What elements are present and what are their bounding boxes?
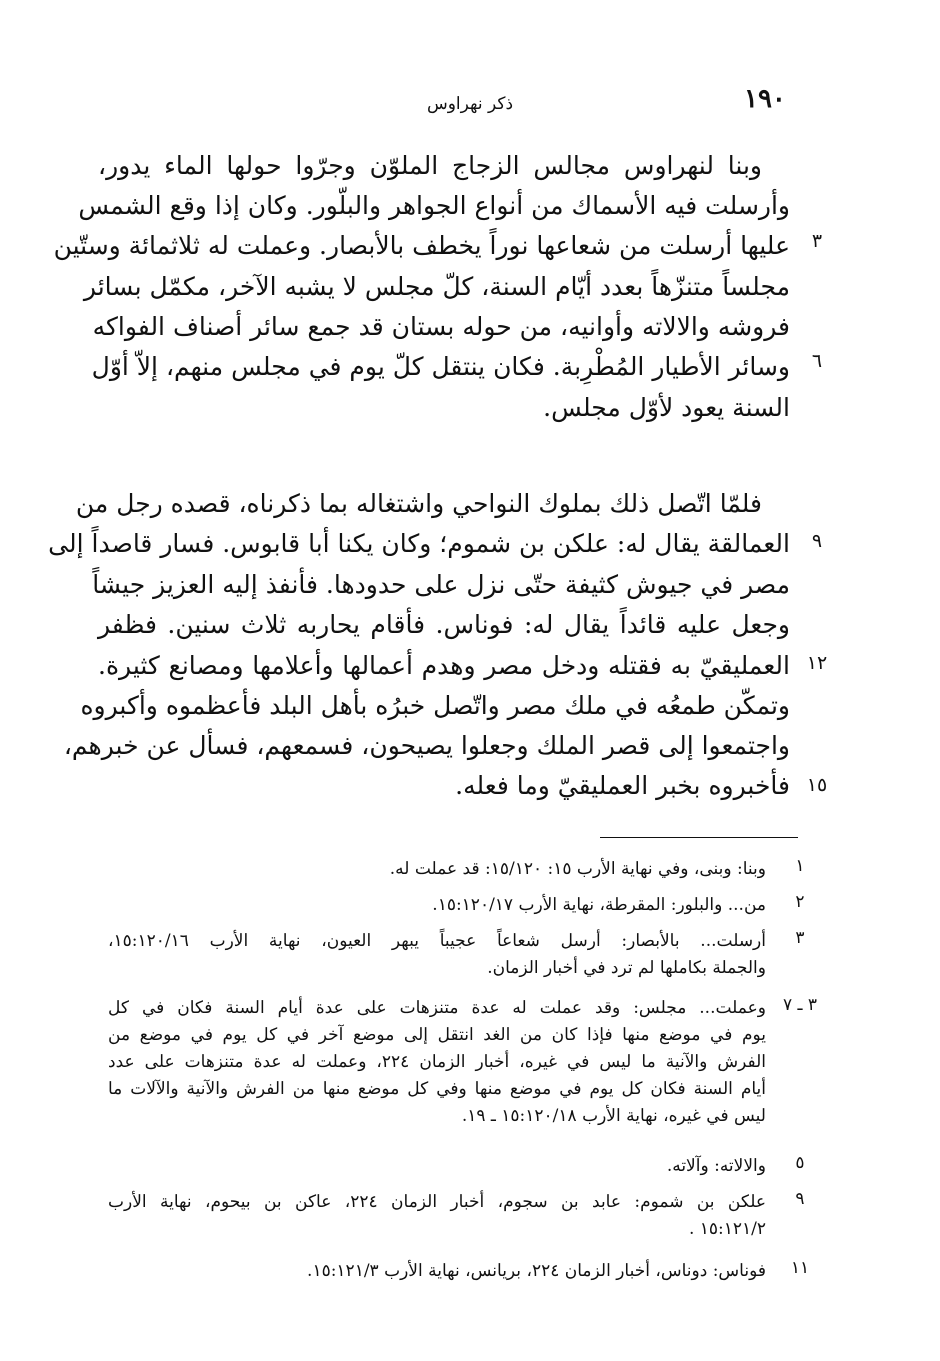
footnote-line: يوم في موضع منها فإذا كان من الغد انتقل إلى موضع آخر في كل يوم في موضع من: [108, 1025, 766, 1045]
footnote-line: الفرش والآنية ما ليس في غيره، أخبار الزمان ٢٢٤، وعملت له عدة متنزهات على عدد: [108, 1052, 766, 1072]
text-line: وسائر الأطيار المُطْرِبة. فكان ينتقل كلّ يوم في مجلس منهم، إلاّ أوّل: [91, 352, 790, 381]
text-line: وجعل عليه قائداً يقال له: فوناس. فأقام يحاربه ثلاث سنين. فظفر: [98, 610, 790, 639]
text-line: مجلساً متنزّهاً بعدد أيّام السنة، كلّ مجلس لا يشبه الآخر، مكمّل بسائر: [83, 272, 790, 301]
text-line: العمليقيّ به فقتله ودخل مصر وهدم أعمالها وأعلامها ومصانع كثيرة.: [98, 651, 790, 680]
footnote-line: أيام السنة فكان كل يوم في موضع منها وفي كل موضع منها من الفرش والآنية والآلات ما: [108, 1079, 766, 1099]
footnote-line: فوناس: دوناس، أخبار الزمان ٢٢٤، بريانس، نهاية الأرب ١٥:١٢١/٣.: [307, 1261, 766, 1281]
footnote-line: وعملت... مجلس: وقد عملت له عدة متنزهات على عدة أيام السنة فكان في كل: [108, 998, 766, 1018]
footnote-line: وبنا: وبنى، وفي نهاية الأرب ١٥: ١٥/١٢٠: قد عملت له.: [389, 859, 766, 879]
margin-line-number: ٦: [811, 350, 823, 372]
footnote: [108, 995, 766, 1130]
footnote-line: من... والبلور: المقرطة، نهاية الأرب ١٥:١٢٠/١٧.: [432, 895, 766, 915]
margin-line-number: ٣: [811, 230, 823, 252]
footnote: [108, 1189, 766, 1243]
footnote-line: والجملة بكاملها لم ترد في أخبار الزمان.: [487, 958, 766, 978]
text-line: مصر في جيوش كثيفة حتّى نزل على حدودها. فأنفذ إليه العزيز جيشاً: [92, 570, 790, 599]
text-line: فلمّا اتّصل ذلك بملوك النواحي واشتغاله بما ذكرناه، قصده رجل من: [75, 489, 762, 518]
footnote-ref: ٥: [795, 1153, 805, 1173]
footnote-ref: ٩: [795, 1189, 805, 1209]
footnote: [108, 892, 766, 919]
footnote-line: أرسلت... بالأبصار: أرسل شعاعاً عجيباً يبهر العيون، نهاية الأرب ١٥:١٢٠/١٦،: [108, 931, 766, 951]
footnote-ref: ١١: [790, 1258, 810, 1278]
footnote-ref: ١: [795, 856, 805, 876]
footnote-ref: ٢: [795, 892, 805, 912]
text-line: عليها أرسلت من شعاعها نوراً يخطف بالأبصار. وعملت له ثلاثمائة وستّين: [53, 231, 790, 260]
text-line: وأرسلت فيه الأسماك من أنواع الجواهر والبلّور. وكان إذا وقع الشمس: [78, 191, 790, 220]
footnote: [108, 928, 766, 982]
text-line: العمالقة يقال له: علكن بن شموم؛ وكان يكنا أبا قابوس. فسار قاصداً إلى: [48, 529, 790, 558]
footnote: [108, 1258, 766, 1285]
text-line: واجتمعوا إلى قصر الملك وجعلوا يصيحون، فسمعهم، فسأل عن خبرهم،: [63, 731, 790, 760]
margin-line-number: ٩: [811, 530, 823, 552]
running-head: ذكر نهراوس: [426, 94, 514, 114]
text-line: وتمكّن طمعُه في ملك مصر واتّصل خبرُه بأهل البلد فأعظموه وأكبروه: [80, 691, 790, 720]
margin-line-number: ١٥: [806, 774, 828, 796]
text-line: وبنا لنهراوس مجالس الزجاج الملوّن وجرّوا حولها الماء يدور،: [98, 151, 762, 180]
footnote-line: علكن بن شموم: عابد بن سجوم، أخبار الزمان ٢٢٤، عاكن بن بيحوم، نهاية الأرب: [108, 1192, 767, 1212]
text-line: فروشه والالاته وأوانيه، من حوله بستان قد جمع سائر أصناف الفواكه: [92, 312, 790, 341]
footnote-line: ١٥:١٢١/٢ .: [688, 1219, 766, 1239]
footnote-ref: ٣: [795, 928, 805, 948]
footnote: [108, 856, 766, 883]
page-number: ١٩٠: [744, 84, 786, 114]
footnote: [108, 1153, 766, 1180]
margin-line-number: ١٢: [806, 652, 828, 674]
footnote-line: والالاته: وآلاته.: [666, 1156, 766, 1176]
text-line: السنة يعود لأوّل مجلس.: [543, 393, 790, 422]
footnote-line: ليس في غيره، نهاية الأرب ١٥:١٢٠/١٨ ـ ١٩.: [461, 1106, 766, 1126]
footnote-separator: [600, 837, 798, 838]
footnote-ref: ٣ ـ ٧: [782, 995, 818, 1015]
text-line: فأخبروه بخبر العمليقيّ وما فعله.: [455, 771, 790, 800]
